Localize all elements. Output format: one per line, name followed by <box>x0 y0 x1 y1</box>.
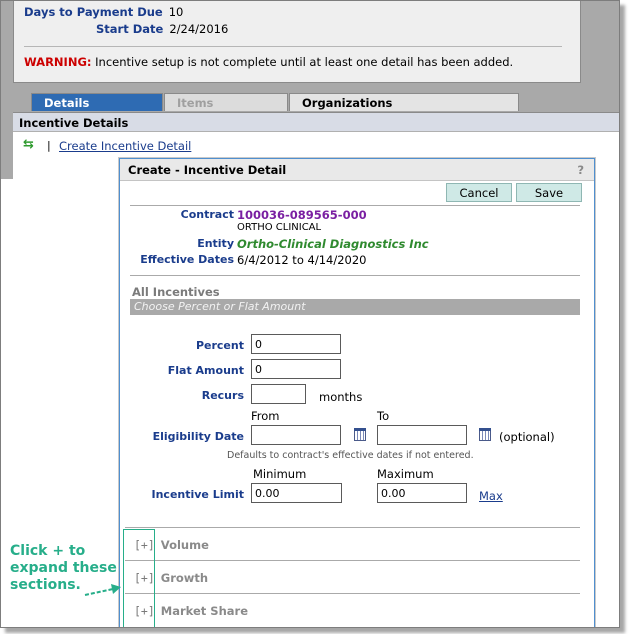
sections-divider-1 <box>125 527 580 528</box>
callout-line-3: sections. <box>10 577 81 593</box>
section-volume-label: Volume <box>160 538 209 552</box>
start-date-label: Start Date <box>96 22 164 36</box>
recurs-label: Recurs <box>201 389 244 402</box>
eligibility-optional: (optional) <box>499 430 555 444</box>
dialog-info-divider <box>130 275 580 276</box>
section-growth-label: Growth <box>160 571 209 585</box>
expand-growth-toggle[interactable]: [+] <box>134 571 155 585</box>
entity-label: Entity <box>197 237 234 250</box>
flat-amount-label: Flat Amount <box>167 364 244 377</box>
calendar-icon-to[interactable] <box>479 430 491 441</box>
refresh-arrows-icon[interactable]: ⇆ <box>23 137 34 152</box>
expand-volume-toggle[interactable]: [+] <box>134 538 155 552</box>
limit-minimum-label: Minimum <box>253 467 307 481</box>
dialog-title-bar <box>120 159 594 181</box>
max-link[interactable]: Max <box>479 489 503 503</box>
entity-value: Ortho-Clinical Diagnostics Inc <box>237 237 429 251</box>
incentive-limit-label: Incentive Limit <box>151 488 244 501</box>
incentive-details-header: Incentive Details <box>13 112 619 132</box>
contract-name: ORTHO CLINICAL <box>237 222 322 233</box>
contract-label: Contract <box>180 208 234 221</box>
warning-text: Incentive setup is not complete until at least one detail has been added. <box>95 55 514 69</box>
dialog-button-bar <box>446 183 582 203</box>
cancel-button[interactable]: Cancel <box>446 183 512 202</box>
days-to-payment-label: Days to Payment Due <box>24 5 163 19</box>
toolbar-separator: | <box>47 139 51 152</box>
callout-line-2: expand these <box>10 560 117 576</box>
percent-input[interactable] <box>251 334 341 354</box>
eligibility-from-label: From <box>251 409 280 423</box>
effective-dates-label: Effective Dates <box>140 253 234 266</box>
sections-divider-2 <box>125 560 580 561</box>
percent-label: Percent <box>195 339 244 352</box>
callout-highlight-box <box>123 529 155 628</box>
start-date-value: 2/24/2016 <box>169 22 229 36</box>
section-market-share-label: Market Share <box>160 604 249 618</box>
contract-number: 100036-089565-000 <box>237 208 367 222</box>
calendar-icon-from[interactable] <box>354 430 366 441</box>
sections-divider-3 <box>125 593 580 594</box>
limit-maximum-label: Maximum <box>377 467 434 481</box>
save-button[interactable]: Save <box>516 183 582 202</box>
incentive-summary-panel <box>13 1 581 83</box>
effective-dates-value: 6/4/2012 to 4/14/2020 <box>237 253 367 267</box>
eligibility-date-label: Eligibility Date <box>152 430 244 443</box>
tab-details[interactable]: Details <box>31 93 163 111</box>
dialog-top-divider <box>130 205 580 206</box>
days-to-payment-value: 10 <box>168 5 184 19</box>
days-to-payment-row <box>24 5 183 19</box>
summary-divider <box>24 46 562 47</box>
dialog-title: Create - Incentive Detail <box>128 163 287 177</box>
create-incentive-detail-dialog <box>119 158 595 628</box>
eligibility-from-input[interactable] <box>251 425 341 445</box>
all-incentives-heading: All Incentives <box>132 285 220 299</box>
expand-market-share-toggle[interactable]: [+] <box>134 604 155 618</box>
recurs-input[interactable] <box>251 384 306 404</box>
callout-line-1: Click + to <box>10 543 86 559</box>
limit-minimum-input[interactable] <box>251 483 342 503</box>
warning-label: WARNING: <box>24 55 92 69</box>
recurs-unit: months <box>319 390 363 404</box>
choose-percent-or-flat-hint: Choose Percent or Flat Amount <box>130 299 580 315</box>
eligibility-to-input[interactable] <box>377 425 467 445</box>
eligibility-note: Defaults to contract's effective dates if not entered. <box>227 450 474 461</box>
help-icon[interactable]: ? <box>577 163 584 177</box>
tab-organizations[interactable]: Organizations <box>289 93 519 111</box>
setup-warning <box>24 55 513 69</box>
limit-maximum-input[interactable] <box>377 483 467 503</box>
start-date-row <box>96 22 228 36</box>
create-incentive-detail-link[interactable]: Create Incentive Detail <box>59 139 192 153</box>
flat-amount-input[interactable] <box>251 359 341 379</box>
callout-arrow-icon <box>83 583 123 599</box>
tab-items: Items <box>164 93 288 111</box>
eligibility-to-label: To <box>377 409 390 423</box>
